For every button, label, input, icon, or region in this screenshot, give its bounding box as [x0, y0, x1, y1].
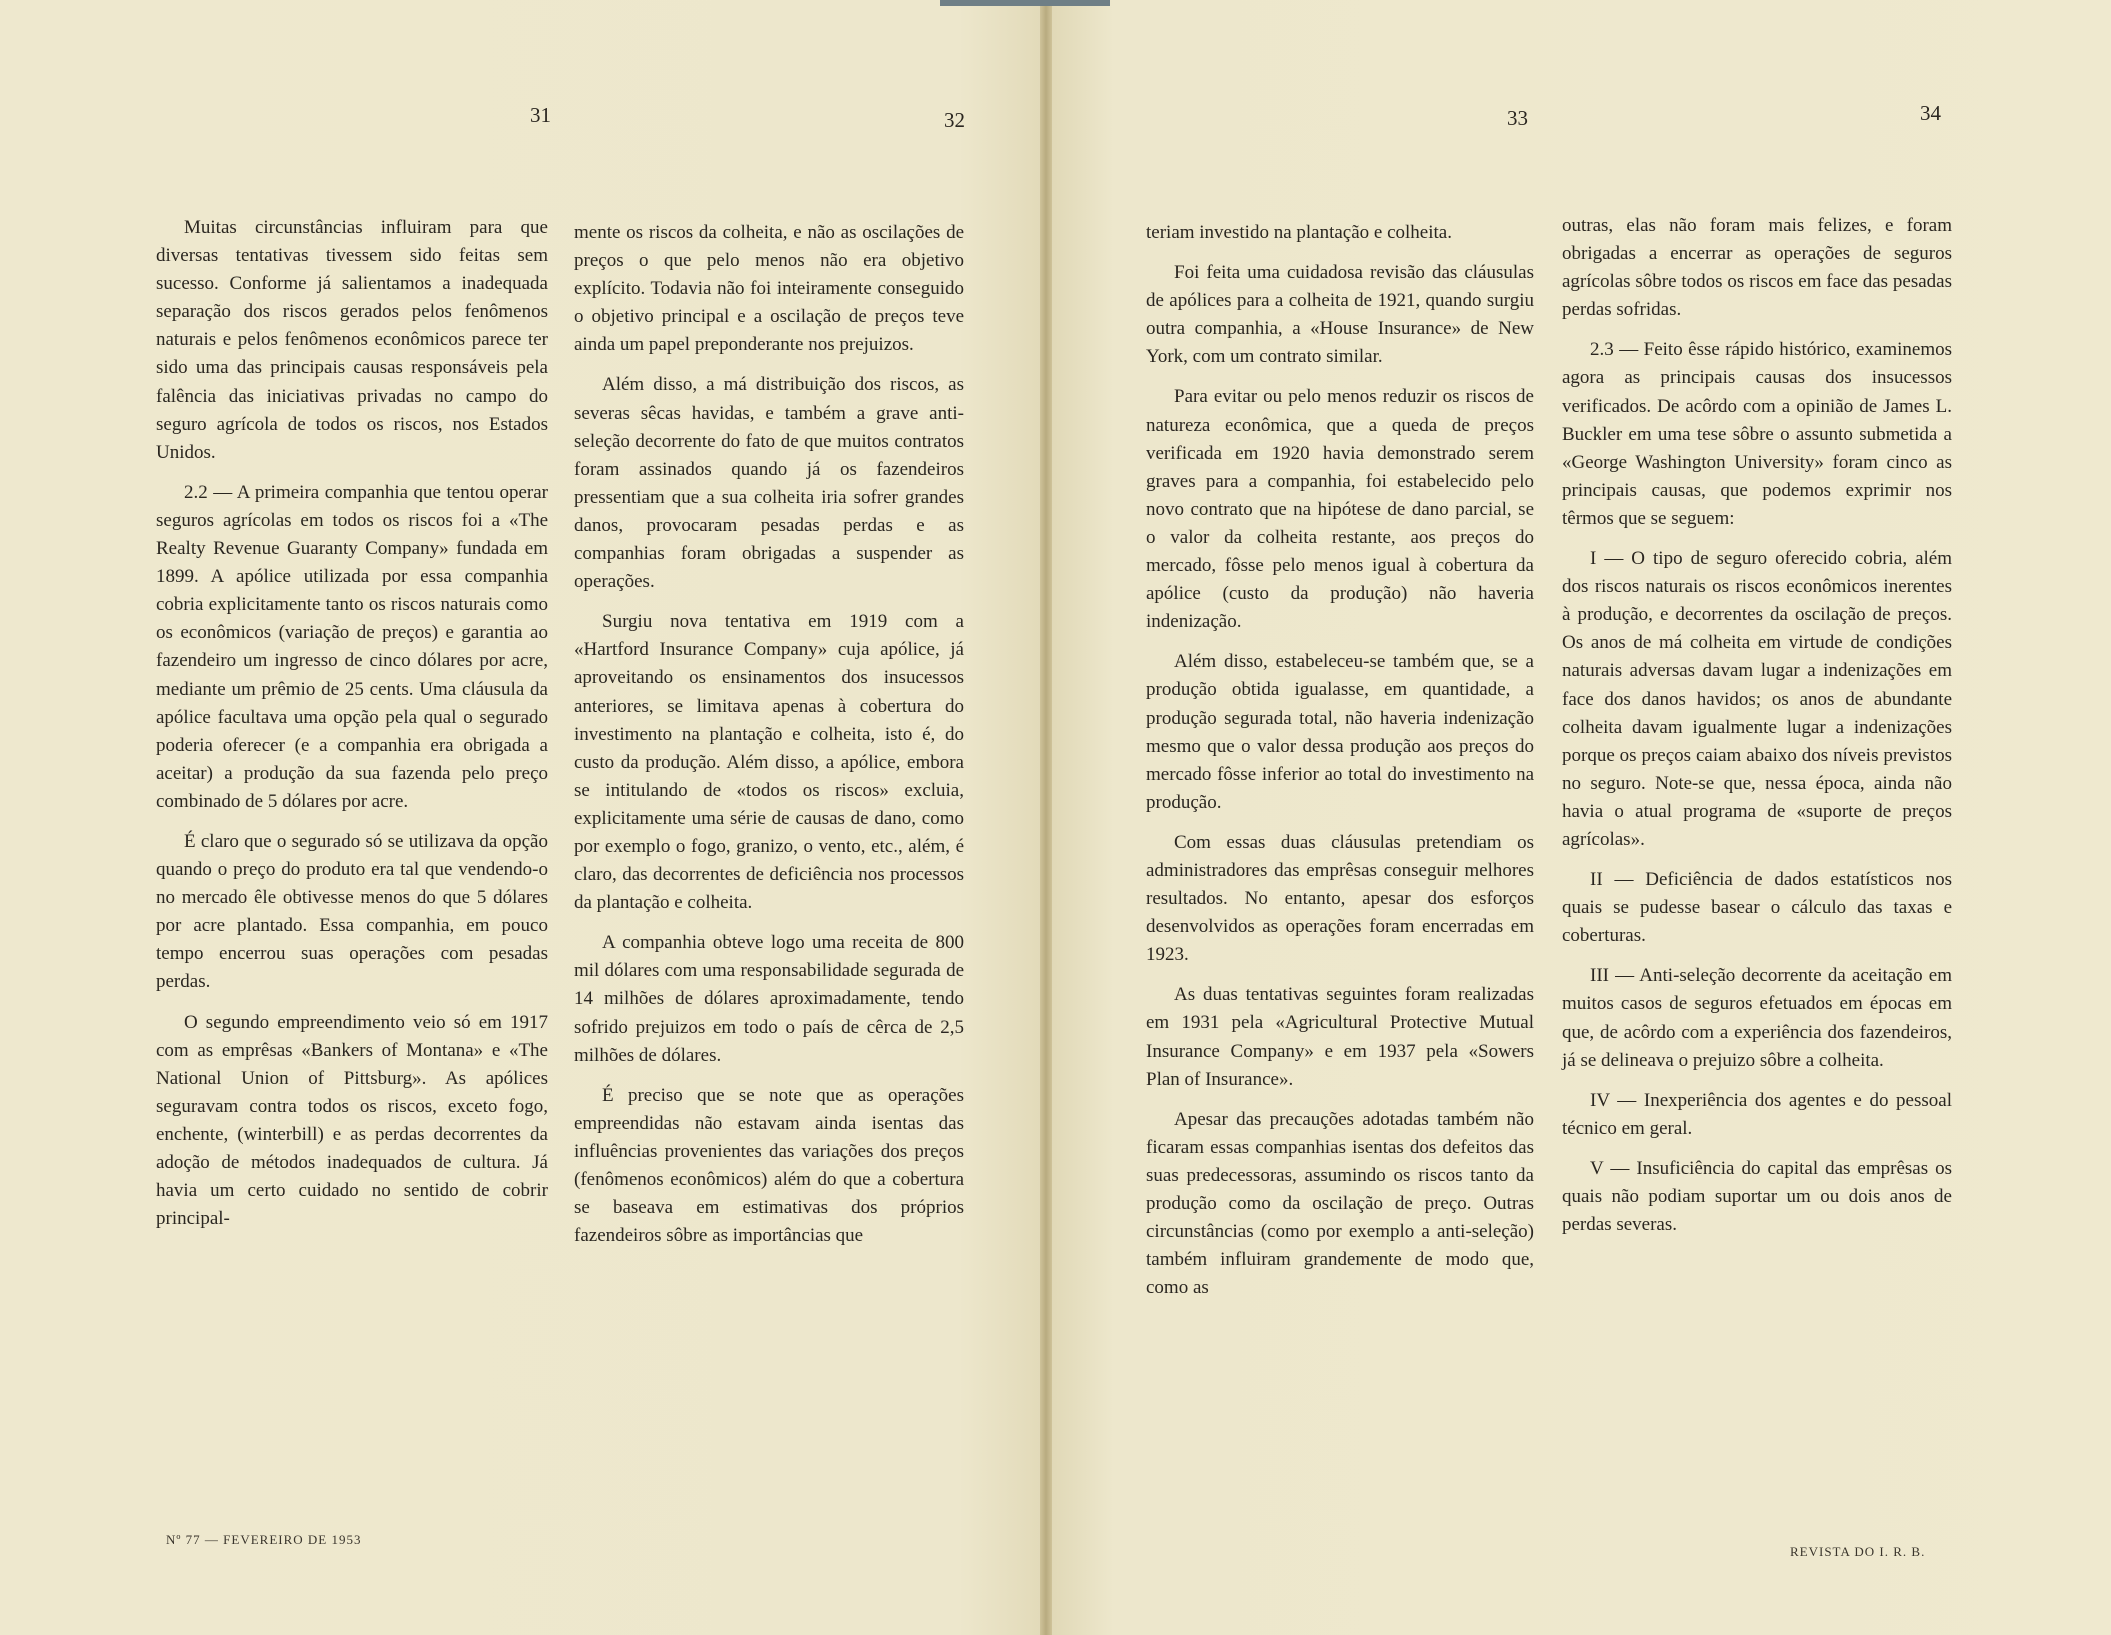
paragraph: Foi feita uma cuidadosa revisão das cláusulas de apólices para a colheita de 1921, quando surgiu outra companhia, a «House Insurance» de New York, com um contrato similar. [1146, 262, 1534, 368]
paragraph: II — Deficiência de dados estatísticos nos quais se pudesse basear o cálculo das taxas e coberturas. [1562, 869, 1952, 947]
footer-journal: REVISTA DO I. R. B. [1790, 1544, 1926, 1559]
paragraph: As duas tentativas seguintes foram realizadas em 1931 pela «Agricultural Protective Mutual Insurance Company» e em 1937 pela «Sowers Plan of Insurance». [1146, 984, 1534, 1090]
cover-edge [940, 0, 1110, 6]
paragraph: É claro que o segurado só se utilizava da opção quando o preço do produto era tal que vendendo-o no mercado êle obtivesse menos do que 5 dólares por acre plantado. Essa companhia, em pouco tempo encerrou suas operações com pesadas perdas. [156, 830, 548, 993]
paragraph: Surgiu nova tentativa em 1919 com a «Hartford Insurance Company» cuja apólice, já aproveitando os ensinamentos dos insucessos anteriores, se limitava apenas à cobertura do investimento na plantação e colheita, isto é, do custo da produção. Além disso, a apólice, embora se intitulando de «todos os riscos» excluia, explicitamente uma série de causas de dano, como por exemplo o fogo, granizo, o vento, etc., além, é claro, das decorrentes de deficiência nos processos da plantação e colheita. [574, 611, 964, 914]
paragraph: 2.3 — Feito êsse rápido histórico, examinemos agora as principais causas dos insucessos verificados. De acôrdo com a opinião de James L. Buckler em uma tese sôbre o assunto submetida a «George Washington University» foram cinco as principais causas, que podemos exprimir nos têrmos que se seguem: [1562, 339, 1952, 529]
column-page-34 [1562, 212, 1952, 1251]
footer-issue: Nº 77 — FEVEREIRO DE 1953 [166, 1532, 362, 1547]
column-page-31 [156, 214, 548, 1245]
paragraph: teriam investido na plantação e colheita. [1146, 222, 1452, 243]
book-gutter [1040, 0, 1052, 1635]
paragraph: Além disso, a má distribuição dos riscos, as severas sêcas havidas, e também a grave anti-seleção decorrente do fato de que muitos contratos foram assinados quando já os fazendeiros pressentiam que a sua colheita iria sofrer grandes danos, provocaram pesadas perdas e as companhias foram obrigadas a suspender as operações. [574, 374, 964, 593]
paragraph: I — O tipo de seguro oferecido cobria, além dos riscos naturais os riscos econômicos inerentes à produção, e decorrentes da oscilação de preços. Os anos de má colheita em virtude de condições naturais adversas davam lugar a indenizações em face dos danos havidos; os anos de abundante colheita davam igualmente lugar a indenizações porque os preços caiam abaixo dos níveis previstos no seguro. Note-se que, nessa época, ainda não havia o atual programa de «suporte de preços agrícolas». [1562, 548, 1952, 850]
paragraph: outras, elas não foram mais felizes, e foram obrigadas a encerrar as operações de seguros agrícolas sôbre todos os riscos em face das pesadas perdas sofridas. [1562, 215, 1952, 321]
column-page-33 [1146, 219, 1534, 1314]
page-number-31: 31 [530, 103, 551, 127]
page-number-33: 33 [1507, 106, 1528, 130]
paragraph: 2.2 — A primeira companhia que tentou operar seguros agrícolas em todos os riscos foi a «The Realty Revenue Guaranty Company» fundada em 1899. A apólice utilizada por essa companhia cobria explicitamente tanto os riscos naturais como os econômicos (variação de preços) e garantia ao fazendeiro um ingresso de cinco dólares por acre, mediante um prêmio de 25 cents. Uma cláusula da apólice facultava uma opção pela qual o segurado poderia oferecer (e a companhia era obrigada a aceitar) a produção da sua fazenda pelo preço combinado de 5 dólares por acre. [156, 481, 548, 812]
column-page-32 [574, 219, 964, 1262]
paragraph: Muitas circunstâncias influiram para que diversas tentativas tivessem sido feitas sem sucesso. Conforme já salientamos a inadequada separação dos riscos gerados pelos fenômenos naturais e pelos fenômenos econômicos parece ter sido uma das principais causas responsáveis pela falência das iniciativas privadas no campo do seguro agrícola de todos os riscos, nos Estados Unidos. [156, 217, 548, 463]
paragraph: Para evitar ou pelo menos reduzir os riscos de natureza econômica, que a queda de preços verificada em 1920 havia demonstrado serem graves para a companhia, foi estabelecido pelo novo contrato que na hipótese de dano parcial, se o valor da colheita restante, aos preços do mercado, fôsse pelo menos igual à cobertura da apólice (custo da produção) não haveria indenização. [1146, 386, 1534, 633]
page-number-32: 32 [944, 108, 965, 132]
paragraph: V — Insuficiência do capital das emprêsas os quais não podiam suportar um ou dois anos de perdas severas. [1562, 1157, 1952, 1236]
paragraph: Além disso, estabeleceu-se também que, se a produção obtida igualasse, em quantidade, a produção segurada total, não haveria indenização mesmo que o valor dessa produção aos preços do mercado fôsse inferior ao total do investimento na produção. [1146, 651, 1534, 813]
paragraph: A companhia obteve logo uma receita de 800 mil dólares com uma responsabilidade segurada de 14 milhões de dólares aproximadamente, tendo sofrido prejuizos em todo o país de cêrca de 2,5 milhões de dólares. [574, 932, 964, 1066]
paragraph: Com essas duas cláusulas pretendiam os administradores das emprêsas conseguir melhores resultados. No entanto, apesar dos esforços desenvolvidos as operações foram encerradas em 1923. [1146, 831, 1534, 966]
paragraph: Apesar das precauções adotadas também não ficaram essas companhias isentas dos defeitos das suas predecessoras, assumindo os riscos tanto da produção como da oscilação de preço. Outras circunstâncias (como por exemplo a anti-seleção) também influiram grandemente de modo que, como as [1146, 1108, 1534, 1299]
paragraph: IV — Inexperiência dos agentes e do pessoal técnico em geral. [1562, 1089, 1952, 1139]
page-number-34: 34 [1920, 101, 1941, 125]
paragraph: mente os riscos da colheita, e não as oscilações de preços o que pelo menos não era objetivo explícito. Todavia não foi inteiramente conseguido o objetivo principal e a oscilação de preços teve ainda um papel preponderante nos prejuizos. [574, 222, 964, 356]
paragraph: É preciso que se note que as operações empreendidas não estavam ainda isentas das influências provenientes das variações dos preços (fenômenos econômicos) além do que a cobertura se baseava em estimativas dos próprios fazendeiros sôbre as importâncias que [574, 1084, 964, 1247]
paragraph: III — Anti-seleção decorrente da aceitação em muitos casos de seguros efetuados em épocas em que, de acôrdo com a experiência dos fazendeiros, já se delineava o prejuizo sôbre a colheita. [1562, 965, 1952, 1071]
paragraph: O segundo empreendimento veio só em 1917 com as emprêsas «Bankers of Montana» e «The National Union of Pittsburg». As apólices seguravam contra todos os riscos, exceto fogo, enchente, (winterbill) e as perdas decorrentes da adoção de métodos inadequados de cultura. Já havia um certo cuidado no sentido de cobrir principal- [156, 1011, 548, 1230]
